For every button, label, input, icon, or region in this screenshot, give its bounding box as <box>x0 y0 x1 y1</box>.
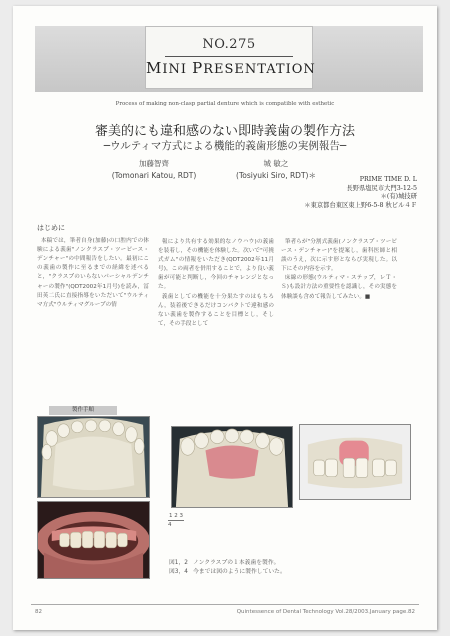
footer-rule <box>31 604 419 605</box>
photo-denture-model <box>171 426 293 508</box>
body-column-3 <box>281 238 397 302</box>
page-number: 82 <box>35 609 42 615</box>
body-paragraph: 床線の形態(ウルティマ・ステップ，レＴ・Ｓ)も設計方法の重要性を認識し，その実態を体験談も含めて報告してみたい。■ <box>281 275 397 300</box>
affiliation: PRIME TIME D. L 長野県塩尻市大門3-12-5 ＊(有)城技研 ＊東京都台東区東上野6-5-8 秋ビル４Ｆ <box>304 176 417 209</box>
header-rule <box>165 56 293 57</box>
figure-label: 製作手順 <box>49 406 117 415</box>
body-paragraph: 義歯としての機能を十分果たすのはもちろん，装着後できるだけコンパクトで違和感のない義歯を製作することを目標とし，そして，その手段として <box>158 293 274 327</box>
body-column-2 <box>158 238 274 329</box>
author-romaji: (Tosiyuki Siro, RDT)＊ <box>236 171 316 180</box>
body-paragraph: 本稿では，筆者自身(加藤)の口腔内での体験による義歯"ノンクラスプ・ツーピース・デンチャー"の中間報告をしたい。最初にこの義歯の製作に至るまでの経緯を述べると，"クラスプのいらないパーシャルデンチャーの製作"(QDT2002年1月号)を読み，冨田英二氏に直接指導をいただいて"ウルティマ方式"ウルティマグループの情 <box>37 238 149 308</box>
article-subtitle: ─ウルティマ方式による機能的義歯形態の実例報告─ <box>103 140 347 152</box>
figure-caption: 図1，2 ノンクラスプの１本義歯を製作。 <box>169 560 280 566</box>
figure-layout-key: 1 2 3 4 <box>168 513 183 528</box>
article-title: 審美的にも違和感のない即時義歯の製作方法 <box>94 124 355 139</box>
body-paragraph: 筆者らが"分割式義歯(ノンクラスプ・ツーピース・デンチャー)"を提案し，歯科医師と相談のうえ，次に示す形とならび実現した。以下にその内容を示す。 <box>281 239 397 273</box>
body-paragraph: 報により共有する効果的なノウハウ)の義歯を装着し，その機能を体験した。次いで"可撓式ガム"の情報をいただき(QDT2002年11月号)，この両者を併用することで，より良い義歯が可能と判断し，今回のチャレンジとなった。 <box>158 239 274 291</box>
english-subtitle: Process of making non-clasp partial denture which is compatible with esthetic <box>115 101 335 107</box>
photo-denture-front <box>299 424 411 500</box>
section-title: MINI PRESENTATION <box>146 59 316 77</box>
photo-dental-model <box>37 416 150 498</box>
author-romaji: (Tomonari Katou, RDT) <box>111 171 197 180</box>
author-1 <box>99 158 209 182</box>
body-column-1 <box>37 224 149 310</box>
author-name: 加藤智齊 <box>139 159 169 168</box>
intro-heading: はじめに <box>37 224 65 232</box>
journal-citation: Quintessence of Dental Technology Vol.28/2003.January page.82 <box>236 609 415 615</box>
author-name: 城 敏之 <box>263 159 289 168</box>
figure-caption: 図3，4 今までは図のように製作していた。 <box>169 569 286 575</box>
section-header <box>145 26 316 89</box>
magazine-page <box>13 6 437 630</box>
photo-intraoral <box>37 501 150 579</box>
end-mark: ■ <box>364 293 371 300</box>
issue-number: NO.275 <box>202 37 256 52</box>
